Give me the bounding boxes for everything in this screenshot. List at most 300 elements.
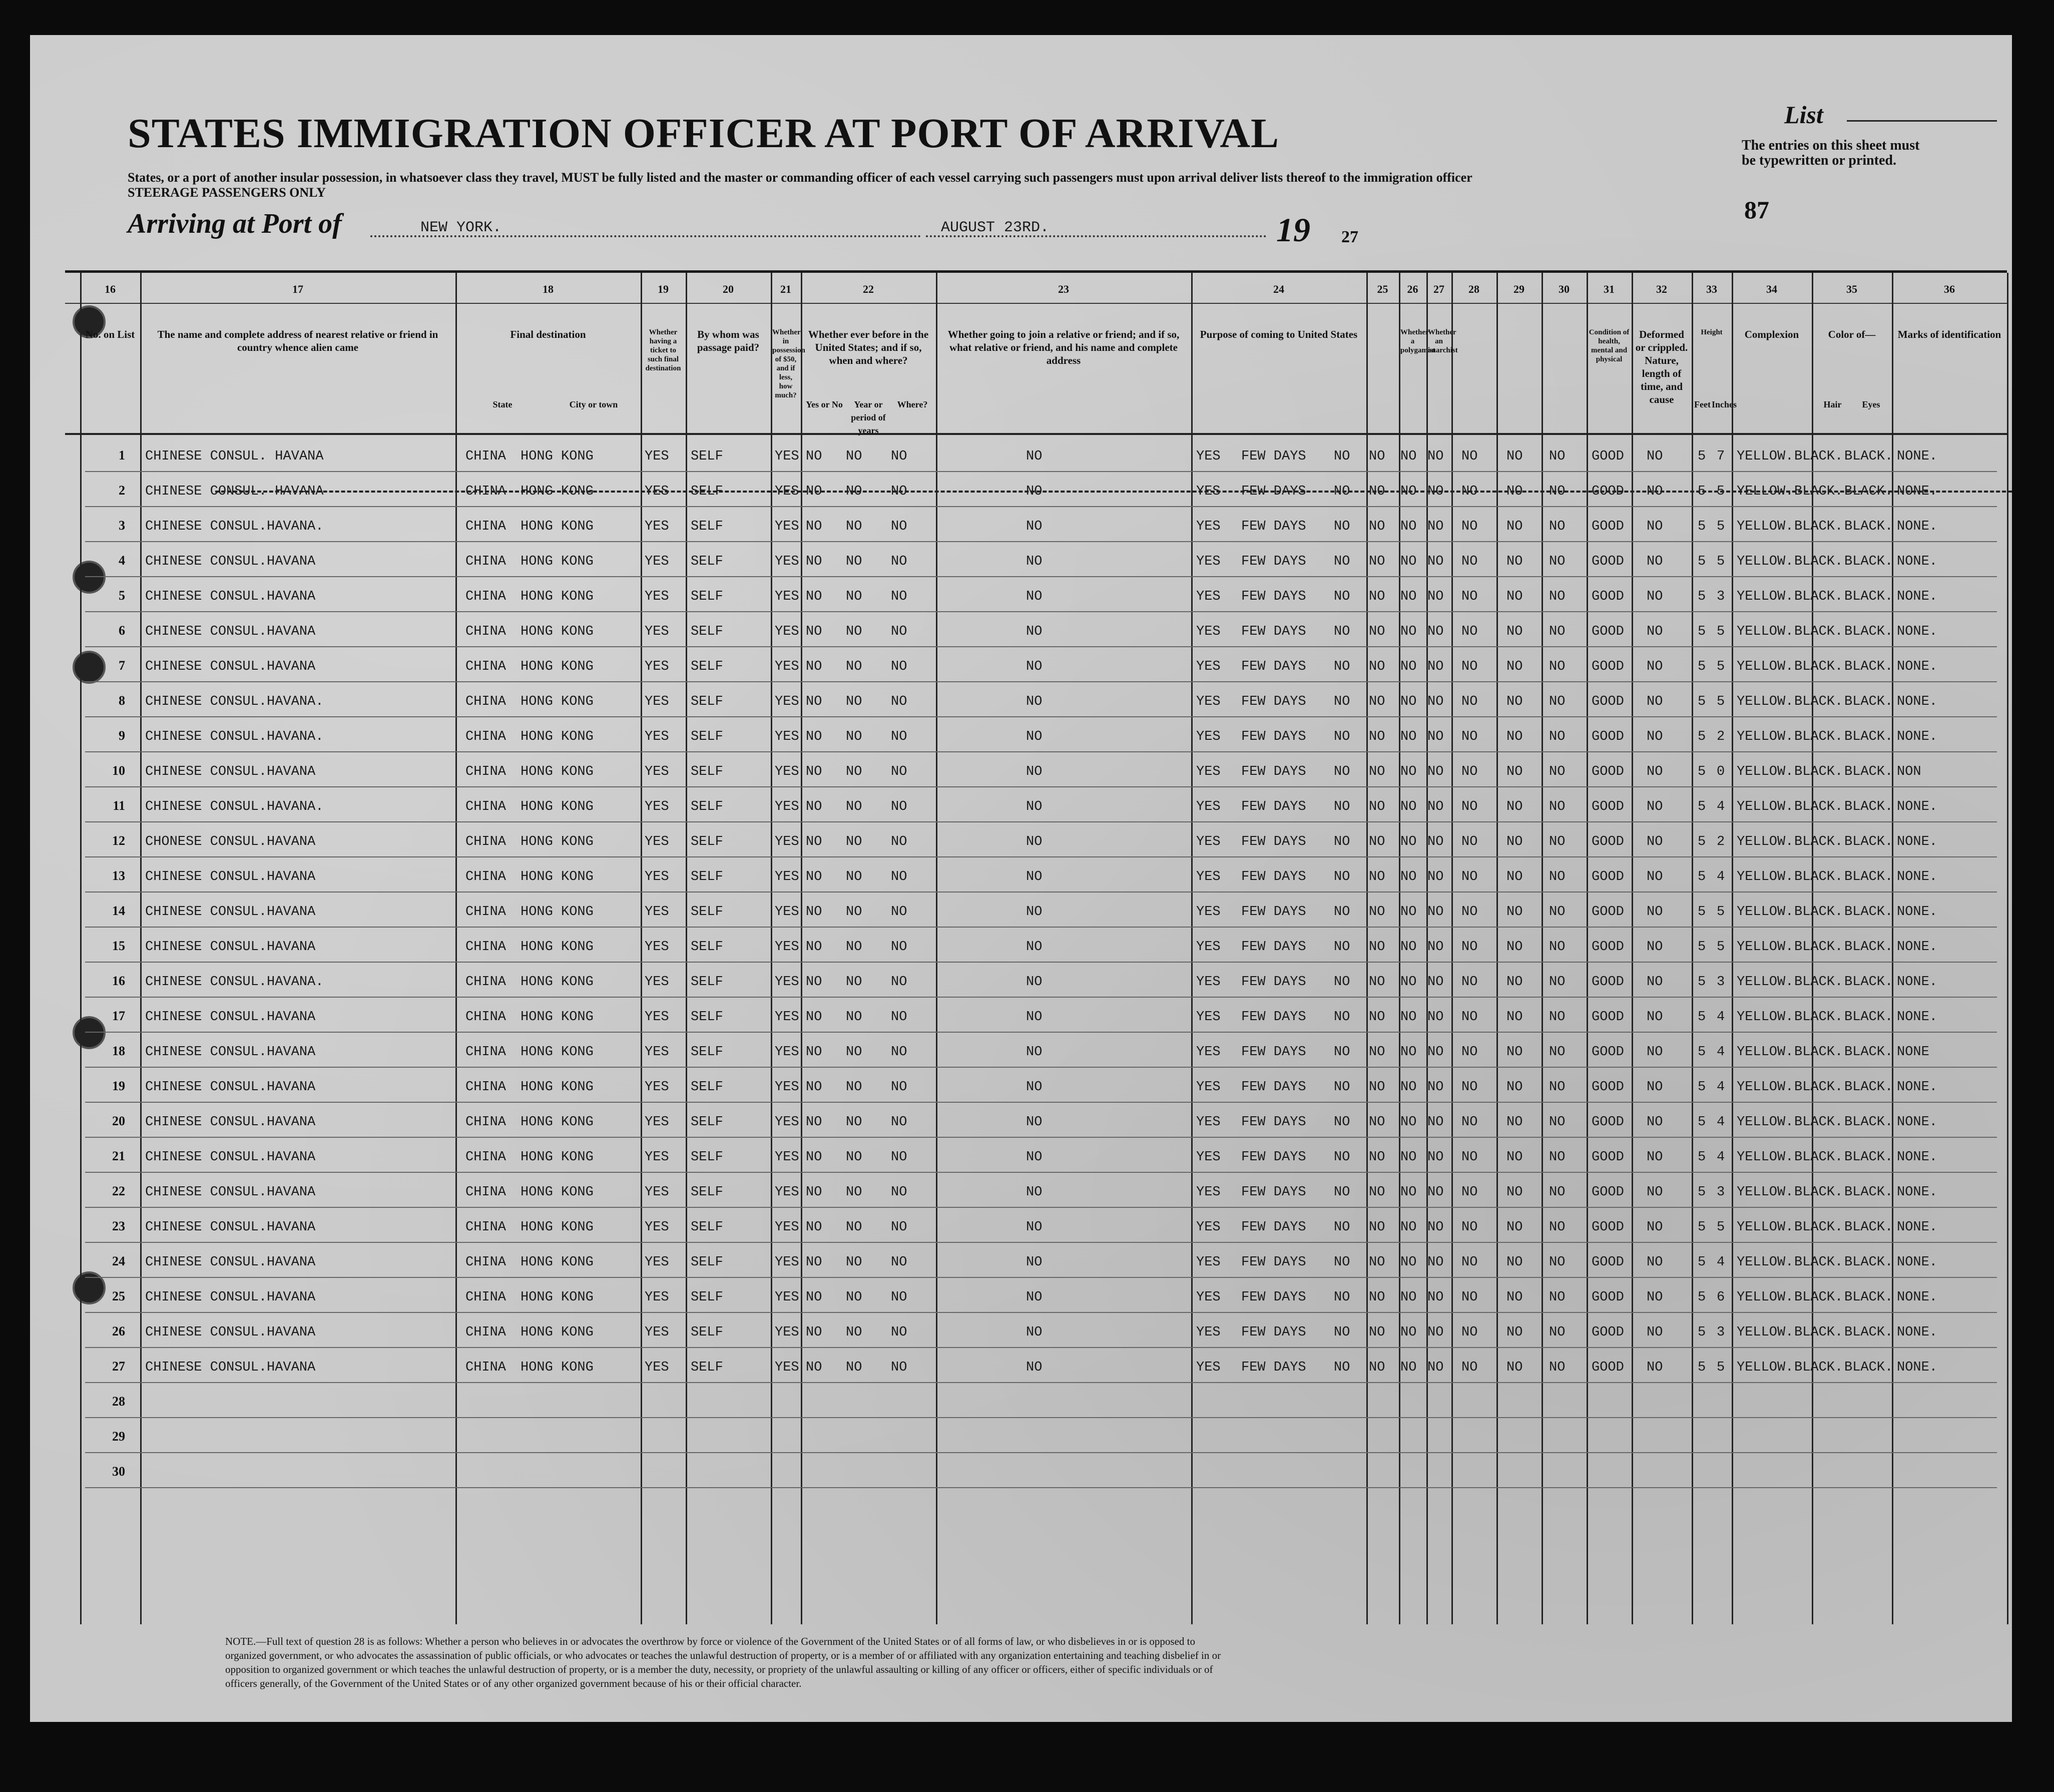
cell-inches: 2 [1717,834,1725,849]
cell-complexion: YELLOW. [1737,764,1794,779]
cell-marks: NONE [1897,1045,1929,1060]
cell-c25: NO [1369,940,1385,955]
cell-ticket: YES [645,589,669,604]
cell-c25: NO [1369,764,1385,779]
cell-join: NO [1026,484,1043,499]
cell-purpose: YES [1196,1185,1221,1200]
column-subheader: State [492,399,512,409]
cell-marks: NONE. [1897,940,1938,955]
cell-paid: SELF [691,905,723,920]
cell-inches: 3 [1717,1185,1725,1200]
cell-where: NO [891,799,907,814]
cell-c26: NO [1400,975,1417,990]
cell-where: NO [891,589,907,604]
column-subheader: Where? [897,399,928,409]
cell-ticket: YES [645,1010,669,1025]
column-number: 36 [1944,283,1955,295]
cell-c29: NO [1506,519,1523,534]
header-divider-bottom [65,433,2007,435]
cell-deformed: NO [1647,1080,1663,1095]
cell-paid: SELF [691,1150,723,1165]
cell-deformed: NO [1647,554,1663,569]
cell-feet: 5 [1698,729,1706,744]
cell-c27: NO [1427,554,1444,569]
cell-feet: 5 [1698,1115,1706,1130]
cell-c27: NO [1427,1045,1444,1060]
cell-c25: NO [1369,449,1385,464]
cell-purpose: YES [1196,484,1221,499]
row-line [85,1172,1997,1173]
cell-money: YES [775,1255,799,1270]
cell-feet: 5 [1698,1360,1706,1375]
cell-hair: BLACK. [1794,905,1843,920]
cell-c26: NO [1400,905,1417,920]
cell-c29: NO [1506,1255,1523,1270]
cell-state: CHINA [465,1255,506,1270]
cell-paid: SELF [691,869,723,884]
cell-c28: NO [1461,449,1478,464]
cell-state: CHINA [465,1290,506,1305]
column-subheader: Inches [1712,399,1737,409]
row-number: 19 [112,1079,125,1093]
cell-feet: 5 [1698,589,1706,604]
cell-marks: NONE. [1897,1115,1938,1130]
cell-complexion: YELLOW. [1737,1290,1794,1305]
cell-c24b: NO [1334,1290,1350,1305]
cell-deformed: NO [1647,975,1663,990]
cell-paid: SELF [691,1255,723,1270]
cell-years: NO [846,1255,862,1270]
row-number: 5 [119,588,125,603]
cell-marks: NONE. [1897,484,1938,499]
cell-before: NO [806,764,822,779]
cell-c25: NO [1369,624,1385,639]
cell-relative: CHINESE CONSUL.HAVANA [145,1150,316,1165]
cell-c25: NO [1369,554,1385,569]
cell-paid: SELF [691,1080,723,1095]
cell-years: NO [846,764,862,779]
cell-purpose: YES [1196,519,1221,534]
column-number: 25 [1377,283,1388,295]
row-line [85,471,1997,472]
cell-c28: NO [1461,764,1478,779]
cell-eyes: BLACK. [1844,1115,1893,1130]
cell-deformed: NO [1647,940,1663,955]
cell-feet: 5 [1698,484,1706,499]
column-divider [455,273,457,1624]
cell-deformed: NO [1647,589,1663,604]
cell-marks: NONE. [1897,1185,1938,1200]
row-line [85,1242,1997,1243]
cell-feet: 5 [1698,554,1706,569]
cell-c26: NO [1400,1150,1417,1165]
cell-complexion: YELLOW. [1737,519,1794,534]
row-line [85,1452,1997,1453]
cell-state: CHINA [465,624,506,639]
cell-paid: SELF [691,1115,723,1130]
cell-c26: NO [1400,1010,1417,1025]
row-line [85,1102,1997,1103]
cell-money: YES [775,589,799,604]
cell-relative: CHINESE CONSUL.HAVANA [145,659,316,674]
cell-ticket: YES [645,1150,669,1165]
cell-c24b: NO [1334,1150,1350,1165]
column-header: Condition of health, mental and physical [1589,328,1630,363]
cell-join: NO [1026,1255,1043,1270]
column-divider [1587,273,1588,1624]
cell-ticket: YES [645,1045,669,1060]
cell-c27: NO [1427,834,1444,849]
year-prefix: 19 [1276,211,1310,249]
cell-hair: BLACK. [1794,1185,1843,1200]
cell-c30: NO [1549,1360,1566,1375]
row-number: 15 [112,939,125,953]
cell-c29: NO [1506,1290,1523,1305]
cell-purpose: YES [1196,1080,1221,1095]
cell-state: CHINA [465,519,506,534]
cell-c29: NO [1506,1220,1523,1235]
cell-ticket: YES [645,905,669,920]
cell-feet: 5 [1698,1255,1706,1270]
cell-eyes: BLACK. [1844,519,1893,534]
cell-complexion: YELLOW. [1737,1325,1794,1340]
cell-money: YES [775,554,799,569]
cell-c28: NO [1461,694,1478,709]
cell-ticket: YES [645,694,669,709]
cell-years: NO [846,1325,862,1340]
cell-marks: NONE. [1897,589,1938,604]
cell-years: NO [846,554,862,569]
cell-city: HONG KONG [521,975,594,990]
cell-where: NO [891,484,907,499]
cell-c26: NO [1400,799,1417,814]
cell-c25: NO [1369,519,1385,534]
cell-health: GOOD [1592,449,1624,464]
cell-city: HONG KONG [521,764,594,779]
cell-eyes: BLACK. [1844,1360,1893,1375]
cell-relative: CHINESE CONSUL. HAVANA [145,484,324,499]
cell-city: HONG KONG [521,799,594,814]
cell-c28: NO [1461,484,1478,499]
cell-feet: 5 [1698,869,1706,884]
cell-join: NO [1026,1115,1043,1130]
column-number: 17 [292,283,303,295]
cell-feet: 5 [1698,1150,1706,1165]
column-header: Marks of identification [1897,328,2001,340]
cell-length: FEW DAYS [1241,764,1306,779]
cell-paid: SELF [691,799,723,814]
cell-complexion: YELLOW. [1737,1045,1794,1060]
cell-purpose: YES [1196,1360,1221,1375]
column-number: 27 [1433,283,1444,295]
cell-relative: CHINESE CONSUL.HAVANA. [145,799,324,814]
cell-c29: NO [1506,905,1523,920]
row-line [85,1417,1997,1418]
cell-years: NO [846,1010,862,1025]
cell-money: YES [775,484,799,499]
cell-city: HONG KONG [521,1325,594,1340]
cell-paid: SELF [691,694,723,709]
cell-c27: NO [1427,694,1444,709]
cell-years: NO [846,659,862,674]
cell-eyes: BLACK. [1844,764,1893,779]
cell-eyes: BLACK. [1844,1150,1893,1165]
cell-c25: NO [1369,1360,1385,1375]
cell-c24b: NO [1334,834,1350,849]
cell-marks: NONE. [1897,1325,1938,1340]
cell-ticket: YES [645,940,669,955]
cell-eyes: BLACK. [1844,1220,1893,1235]
row-line [85,1382,1997,1383]
cell-health: GOOD [1592,1290,1624,1305]
row-line [85,821,1997,822]
cell-eyes: BLACK. [1844,940,1893,955]
cell-c28: NO [1461,729,1478,744]
row-number: 14 [112,904,125,918]
column-header: Whether having a ticket to such final destination [645,328,681,372]
cell-c24b: NO [1334,554,1350,569]
cell-eyes: BLACK. [1844,905,1893,920]
row-number: 10 [112,763,125,778]
cell-city: HONG KONG [521,940,594,955]
cell-city: HONG KONG [521,484,594,499]
cell-c29: NO [1506,799,1523,814]
cell-health: GOOD [1592,799,1624,814]
cell-inches: 5 [1717,694,1725,709]
cell-city: HONG KONG [521,1255,594,1270]
cell-c29: NO [1506,1115,1523,1130]
cell-deformed: NO [1647,624,1663,639]
cell-length: FEW DAYS [1241,484,1306,499]
cell-money: YES [775,519,799,534]
column-divider [936,273,937,1624]
cell-c29: NO [1506,694,1523,709]
cell-before: NO [806,1185,822,1200]
column-divider [1366,273,1368,1624]
cell-paid: SELF [691,1045,723,1060]
cell-money: YES [775,869,799,884]
cell-marks: NONE. [1897,554,1938,569]
cell-money: YES [775,940,799,955]
column-header: Complexion [1744,328,1799,340]
cell-marks: NONE. [1897,975,1938,990]
cell-inches: 4 [1717,1115,1725,1130]
cell-c27: NO [1427,905,1444,920]
cell-where: NO [891,624,907,639]
cell-c30: NO [1549,1255,1566,1270]
cell-eyes: BLACK. [1844,449,1893,464]
cell-c30: NO [1549,834,1566,849]
cell-eyes: BLACK. [1844,1080,1893,1095]
row-line [85,927,1997,928]
cell-inches: 5 [1717,519,1725,534]
cell-relative: CHINESE CONSUL.HAVANA [145,869,316,884]
row-line [85,716,1997,717]
cell-where: NO [891,905,907,920]
cell-inches: 7 [1717,449,1725,464]
cell-c28: NO [1461,1220,1478,1235]
cell-inches: 5 [1717,484,1725,499]
cell-join: NO [1026,940,1043,955]
cell-c30: NO [1549,1290,1566,1305]
cell-length: FEW DAYS [1241,1360,1306,1375]
cell-purpose: YES [1196,589,1221,604]
cell-before: NO [806,1360,822,1375]
row-number: 4 [119,553,125,568]
cell-ticket: YES [645,1220,669,1235]
cell-c28: NO [1461,975,1478,990]
steerage-label: STEERAGE PASSENGERS ONLY [128,185,326,200]
cell-c30: NO [1549,1045,1566,1060]
cell-c25: NO [1369,589,1385,604]
cell-purpose: YES [1196,869,1221,884]
cell-years: NO [846,1045,862,1060]
row-number: 22 [112,1184,125,1198]
cell-eyes: BLACK. [1844,1290,1893,1305]
cell-deformed: NO [1647,1150,1663,1165]
cell-c25: NO [1369,729,1385,744]
cell-money: YES [775,834,799,849]
row-number: 1 [119,448,125,463]
cell-state: CHINA [465,1115,506,1130]
cell-c25: NO [1369,869,1385,884]
cell-join: NO [1026,694,1043,709]
cell-city: HONG KONG [521,449,594,464]
column-subheader: Eyes [1862,399,1880,409]
cell-money: YES [775,1290,799,1305]
row-number: 13 [112,868,125,883]
cell-c28: NO [1461,869,1478,884]
cell-c30: NO [1549,1080,1566,1095]
row-number: 25 [112,1289,125,1303]
cell-years: NO [846,834,862,849]
cell-ticket: YES [645,1290,669,1305]
cell-inches: 0 [1717,764,1725,779]
cell-years: NO [846,449,862,464]
cell-c25: NO [1369,1010,1385,1025]
column-header: Whether in possession of $50, and if less, how much? [772,328,805,399]
cell-c25: NO [1369,834,1385,849]
cell-health: GOOD [1592,1360,1624,1375]
cell-complexion: YELLOW. [1737,554,1794,569]
cell-health: GOOD [1592,694,1624,709]
row-number: 9 [119,728,125,743]
cell-hair: BLACK. [1794,519,1843,534]
cell-inches: 3 [1717,589,1725,604]
cell-c29: NO [1506,554,1523,569]
cell-eyes: BLACK. [1844,1325,1893,1340]
cell-where: NO [891,764,907,779]
cell-hair: BLACK. [1794,869,1843,884]
cell-ticket: YES [645,975,669,990]
column-header: By whom was passage paid? [697,328,760,353]
cell-city: HONG KONG [521,905,594,920]
cell-city: HONG KONG [521,1290,594,1305]
cell-state: CHINA [465,1045,506,1060]
cell-c30: NO [1549,484,1566,499]
cell-before: NO [806,449,822,464]
row-line [85,997,1997,998]
row-number: 20 [112,1114,125,1128]
cell-paid: SELF [691,659,723,674]
cell-inches: 4 [1717,1080,1725,1095]
cell-c25: NO [1369,694,1385,709]
cell-money: YES [775,1010,799,1025]
cell-c28: NO [1461,1255,1478,1270]
cell-paid: SELF [691,484,723,499]
cell-deformed: NO [1647,1115,1663,1130]
cell-c29: NO [1506,589,1523,604]
cell-deformed: NO [1647,729,1663,744]
cell-before: NO [806,484,822,499]
cell-hair: BLACK. [1794,1010,1843,1025]
cell-c28: NO [1461,940,1478,955]
row-number: 7 [119,658,125,673]
cell-purpose: YES [1196,659,1221,674]
cell-paid: SELF [691,554,723,569]
cell-inches: 5 [1717,1360,1725,1375]
cell-eyes: BLACK. [1844,659,1893,674]
cell-city: HONG KONG [521,1150,594,1165]
cell-c30: NO [1549,940,1566,955]
manifest-table [65,270,2007,1624]
cell-years: NO [846,869,862,884]
column-number: 35 [1846,283,1857,295]
cell-complexion: YELLOW. [1737,1220,1794,1235]
cell-health: GOOD [1592,1010,1624,1025]
cell-c24b: NO [1334,1115,1350,1130]
cell-deformed: NO [1647,1010,1663,1025]
cell-c27: NO [1427,975,1444,990]
cell-money: YES [775,975,799,990]
cell-purpose: YES [1196,554,1221,569]
cell-c27: NO [1427,1255,1444,1270]
cell-paid: SELF [691,519,723,534]
cell-c25: NO [1369,1115,1385,1130]
cell-relative: CHINESE CONSUL.HAVANA [145,1255,316,1270]
cell-paid: SELF [691,624,723,639]
cell-c24b: NO [1334,1360,1350,1375]
manifest-sheet [30,35,2012,1722]
cell-relative: CHINESE CONSUL.HAVANA. [145,975,324,990]
cell-inches: 3 [1717,1325,1725,1340]
cell-purpose: YES [1196,1045,1221,1060]
cell-length: FEW DAYS [1241,659,1306,674]
cell-relative: CHINESE CONSUL.HAVANA. [145,694,324,709]
cell-money: YES [775,1045,799,1060]
cell-ticket: YES [645,659,669,674]
column-header: Height [1701,328,1723,336]
cell-state: CHINA [465,764,506,779]
cell-eyes: BLACK. [1844,694,1893,709]
cell-join: NO [1026,1220,1043,1235]
cell-complexion: YELLOW. [1737,1010,1794,1025]
row-line [85,751,1997,752]
cell-health: GOOD [1592,1185,1624,1200]
row-line [85,891,1997,892]
cell-marks: NONE. [1897,799,1938,814]
cell-c24b: NO [1334,484,1350,499]
cell-ticket: YES [645,484,669,499]
cell-c30: NO [1549,1220,1566,1235]
column-number: 32 [1656,283,1667,295]
cell-marks: NONE. [1897,659,1938,674]
cell-c30: NO [1549,1150,1566,1165]
cell-c28: NO [1461,799,1478,814]
cell-c25: NO [1369,1255,1385,1270]
cell-before: NO [806,1150,822,1165]
row-line [85,1067,1997,1068]
